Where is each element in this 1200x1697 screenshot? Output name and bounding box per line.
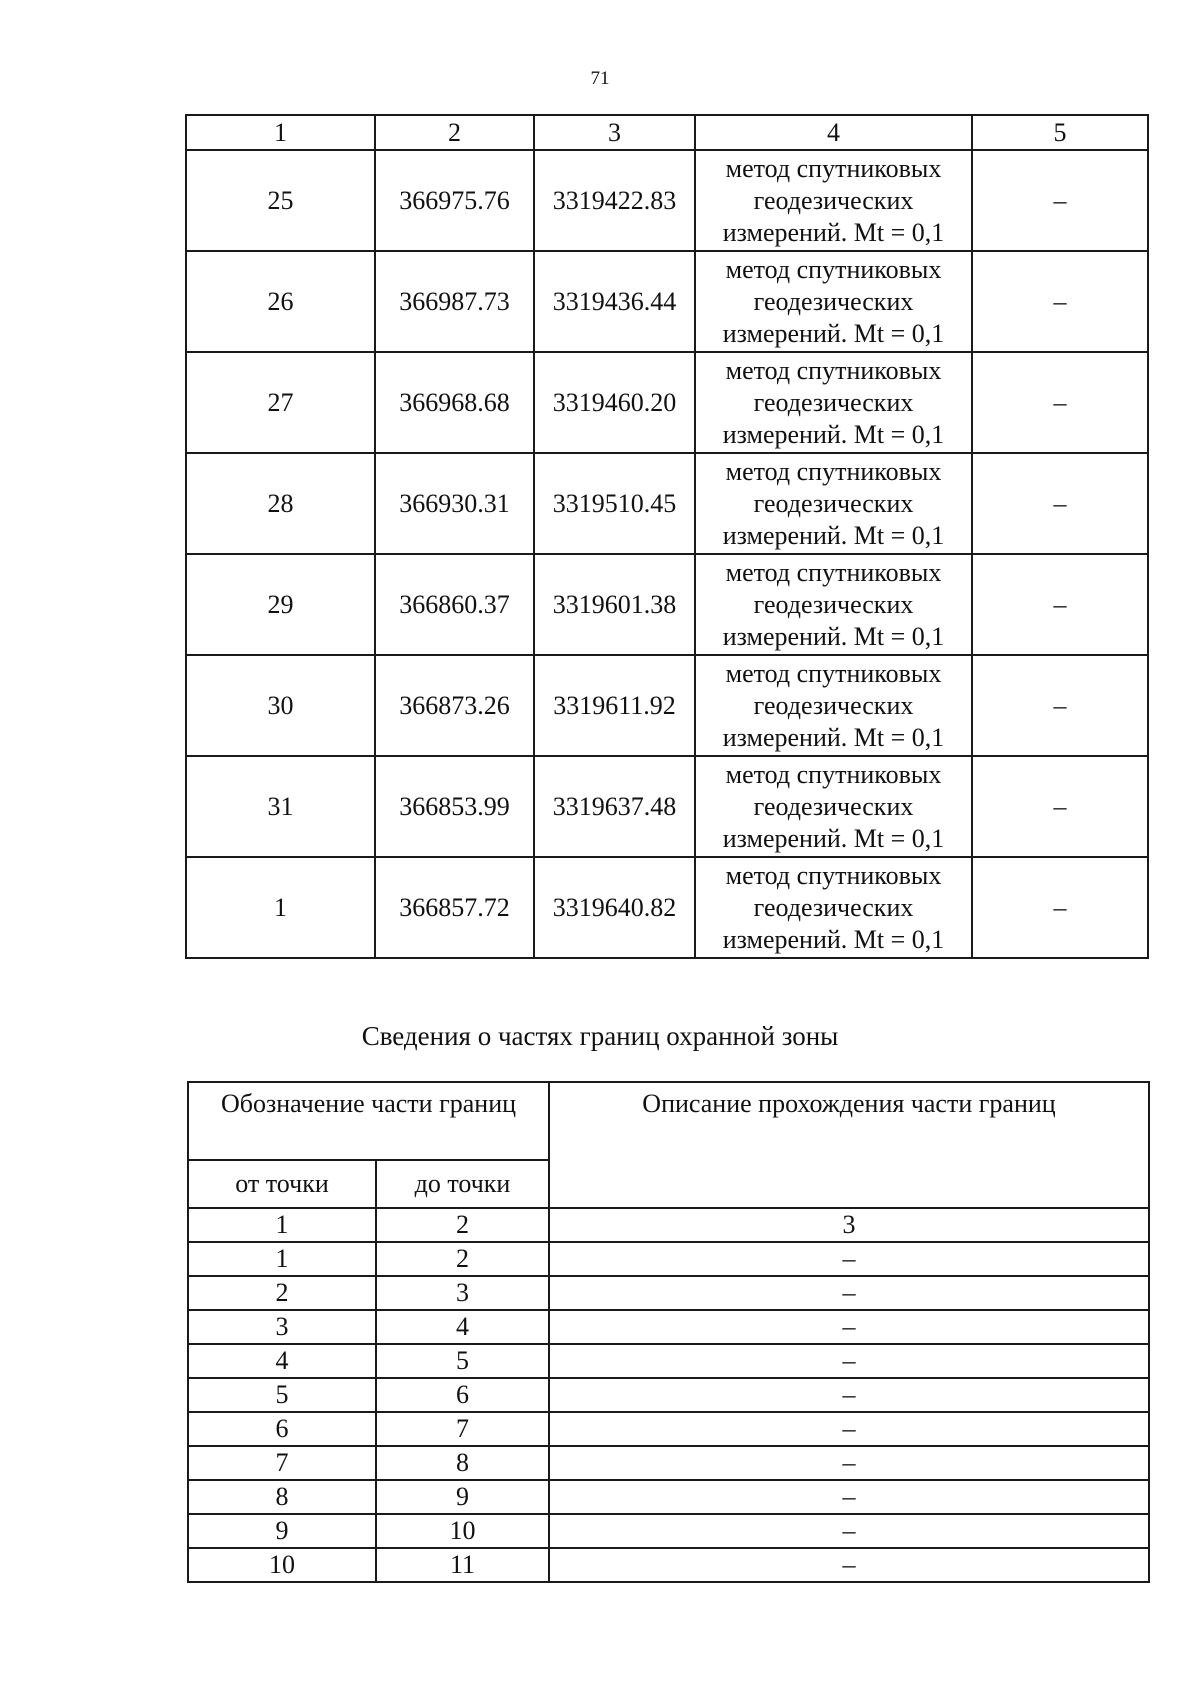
method-line: измерений. Mt = 0,1 xyxy=(722,722,945,752)
method-description xyxy=(695,655,972,756)
method-description xyxy=(695,857,972,958)
section-title: Сведения о частях границ охранной зоны xyxy=(361,1021,839,1051)
point-description: – xyxy=(972,150,1148,251)
table-row xyxy=(188,1242,1149,1276)
method-line: метод спутниковых xyxy=(725,254,942,284)
from-point: 1 xyxy=(188,1242,376,1276)
method-line: измерений. Mt = 0,1 xyxy=(722,924,945,954)
point-description: – xyxy=(972,857,1148,958)
part-description: – xyxy=(549,1344,1149,1378)
from-point: 7 xyxy=(188,1446,376,1480)
y-coordinate: 3319510.45 xyxy=(534,453,695,554)
method-line: метод спутниковых xyxy=(725,153,942,183)
part-description: – xyxy=(549,1378,1149,1412)
method-line: метод спутниковых xyxy=(725,456,942,486)
to-point: 4 xyxy=(376,1310,549,1344)
from-point: 10 xyxy=(188,1548,376,1582)
from-point-header: от точки xyxy=(188,1160,376,1208)
coordinates-header-row xyxy=(186,115,1148,150)
y-coordinate: 3319637.48 xyxy=(534,756,695,857)
from-point: 9 xyxy=(188,1514,376,1548)
part-description: – xyxy=(549,1548,1149,1582)
point-number: 30 xyxy=(186,655,375,756)
method-line: геодезических xyxy=(753,488,914,518)
table-row xyxy=(188,1310,1149,1344)
method-line: геодезических xyxy=(753,589,914,619)
from-point: 6 xyxy=(188,1412,376,1446)
point-number: 29 xyxy=(186,554,375,655)
table-row xyxy=(186,857,1148,958)
to-point: 8 xyxy=(376,1446,549,1480)
parts-numbering-row xyxy=(188,1208,1149,1242)
method-description xyxy=(695,251,972,352)
method-line: измерений. Mt = 0,1 xyxy=(722,621,945,651)
column-number-4: 4 xyxy=(695,115,972,150)
parts-header-row xyxy=(188,1082,1149,1160)
table-row xyxy=(188,1378,1149,1412)
boundary-parts-table xyxy=(187,1081,1150,1583)
method-line: геодезических xyxy=(753,690,914,720)
column-number-1: 1 xyxy=(186,115,375,150)
point-description: – xyxy=(972,655,1148,756)
column-number-3: 3 xyxy=(534,115,695,150)
designation-header: Обозначение части границ xyxy=(188,1082,549,1160)
method-line: метод спутниковых xyxy=(725,557,942,587)
method-line: геодезических xyxy=(753,286,914,316)
point-number: 31 xyxy=(186,756,375,857)
part-description: – xyxy=(549,1242,1149,1276)
to-point: 5 xyxy=(376,1344,549,1378)
x-coordinate: 366857.72 xyxy=(375,857,534,958)
table-row xyxy=(188,1344,1149,1378)
point-number: 25 xyxy=(186,150,375,251)
method-line: метод спутниковых xyxy=(725,860,942,890)
part-description: – xyxy=(549,1310,1149,1344)
method-description xyxy=(695,554,972,655)
y-coordinate: 3319422.83 xyxy=(534,150,695,251)
table-row xyxy=(186,352,1148,453)
method-line: измерений. Mt = 0,1 xyxy=(722,823,945,853)
to-point: 7 xyxy=(376,1412,549,1446)
column-number-2: 2 xyxy=(375,115,534,150)
method-line: геодезических xyxy=(753,892,914,922)
x-coordinate: 366873.26 xyxy=(375,655,534,756)
y-coordinate: 3319640.82 xyxy=(534,857,695,958)
x-coordinate: 366860.37 xyxy=(375,554,534,655)
column-number-5: 5 xyxy=(972,115,1148,150)
point-description: – xyxy=(972,251,1148,352)
point-number: 1 xyxy=(186,857,375,958)
x-coordinate: 366987.73 xyxy=(375,251,534,352)
part-description: – xyxy=(549,1480,1149,1514)
method-description xyxy=(695,150,972,251)
point-description: – xyxy=(972,453,1148,554)
table-row xyxy=(186,453,1148,554)
method-line: геодезических xyxy=(753,791,914,821)
x-coordinate: 366930.31 xyxy=(375,453,534,554)
method-description xyxy=(695,352,972,453)
method-line: метод спутниковых xyxy=(725,355,942,385)
x-coordinate: 366975.76 xyxy=(375,150,534,251)
point-description: – xyxy=(972,352,1148,453)
page-number: 71 xyxy=(590,68,610,89)
part-description: – xyxy=(549,1514,1149,1548)
part-description: – xyxy=(549,1412,1149,1446)
to-point: 10 xyxy=(376,1514,549,1548)
part-description: – xyxy=(549,1446,1149,1480)
column-number-2: 2 xyxy=(376,1208,549,1242)
to-point: 6 xyxy=(376,1378,549,1412)
y-coordinate: 3319460.20 xyxy=(534,352,695,453)
method-line: метод спутниковых xyxy=(725,658,942,688)
table-row xyxy=(188,1412,1149,1446)
table-row xyxy=(188,1514,1149,1548)
method-description xyxy=(695,756,972,857)
method-description xyxy=(695,453,972,554)
table-row xyxy=(186,251,1148,352)
y-coordinate: 3319611.92 xyxy=(534,655,695,756)
to-point-header: до точки xyxy=(376,1160,549,1208)
method-line: измерений. Mt = 0,1 xyxy=(722,520,945,550)
column-number-1: 1 xyxy=(188,1208,376,1242)
table-row xyxy=(188,1446,1149,1480)
from-point: 5 xyxy=(188,1378,376,1412)
x-coordinate: 366853.99 xyxy=(375,756,534,857)
method-line: измерений. Mt = 0,1 xyxy=(722,217,945,247)
point-description: – xyxy=(972,554,1148,655)
column-number-3: 3 xyxy=(549,1208,1149,1242)
from-point: 8 xyxy=(188,1480,376,1514)
y-coordinate: 3319436.44 xyxy=(534,251,695,352)
from-point: 4 xyxy=(188,1344,376,1378)
table-row xyxy=(188,1548,1149,1582)
from-point: 3 xyxy=(188,1310,376,1344)
to-point: 2 xyxy=(376,1242,549,1276)
method-line: измерений. Mt = 0,1 xyxy=(722,318,945,348)
to-point: 9 xyxy=(376,1480,549,1514)
y-coordinate: 3319601.38 xyxy=(534,554,695,655)
from-point: 2 xyxy=(188,1276,376,1310)
table-row xyxy=(186,756,1148,857)
table-row xyxy=(186,554,1148,655)
point-description: – xyxy=(972,756,1148,857)
x-coordinate: 366968.68 xyxy=(375,352,534,453)
method-line: измерений. Mt = 0,1 xyxy=(722,419,945,449)
to-point: 3 xyxy=(376,1276,549,1310)
table-row xyxy=(186,150,1148,251)
point-number: 27 xyxy=(186,352,375,453)
to-point: 11 xyxy=(376,1548,549,1582)
table-row xyxy=(186,655,1148,756)
coordinates-table xyxy=(185,114,1149,959)
part-description: – xyxy=(549,1276,1149,1310)
method-line: геодезических xyxy=(753,185,914,215)
method-line: геодезических xyxy=(753,387,914,417)
table-row xyxy=(188,1276,1149,1310)
method-line: метод спутниковых xyxy=(725,759,942,789)
description-header: Описание прохождения части границ xyxy=(549,1082,1149,1208)
table-row xyxy=(188,1480,1149,1514)
point-number: 28 xyxy=(186,453,375,554)
point-number: 26 xyxy=(186,251,375,352)
